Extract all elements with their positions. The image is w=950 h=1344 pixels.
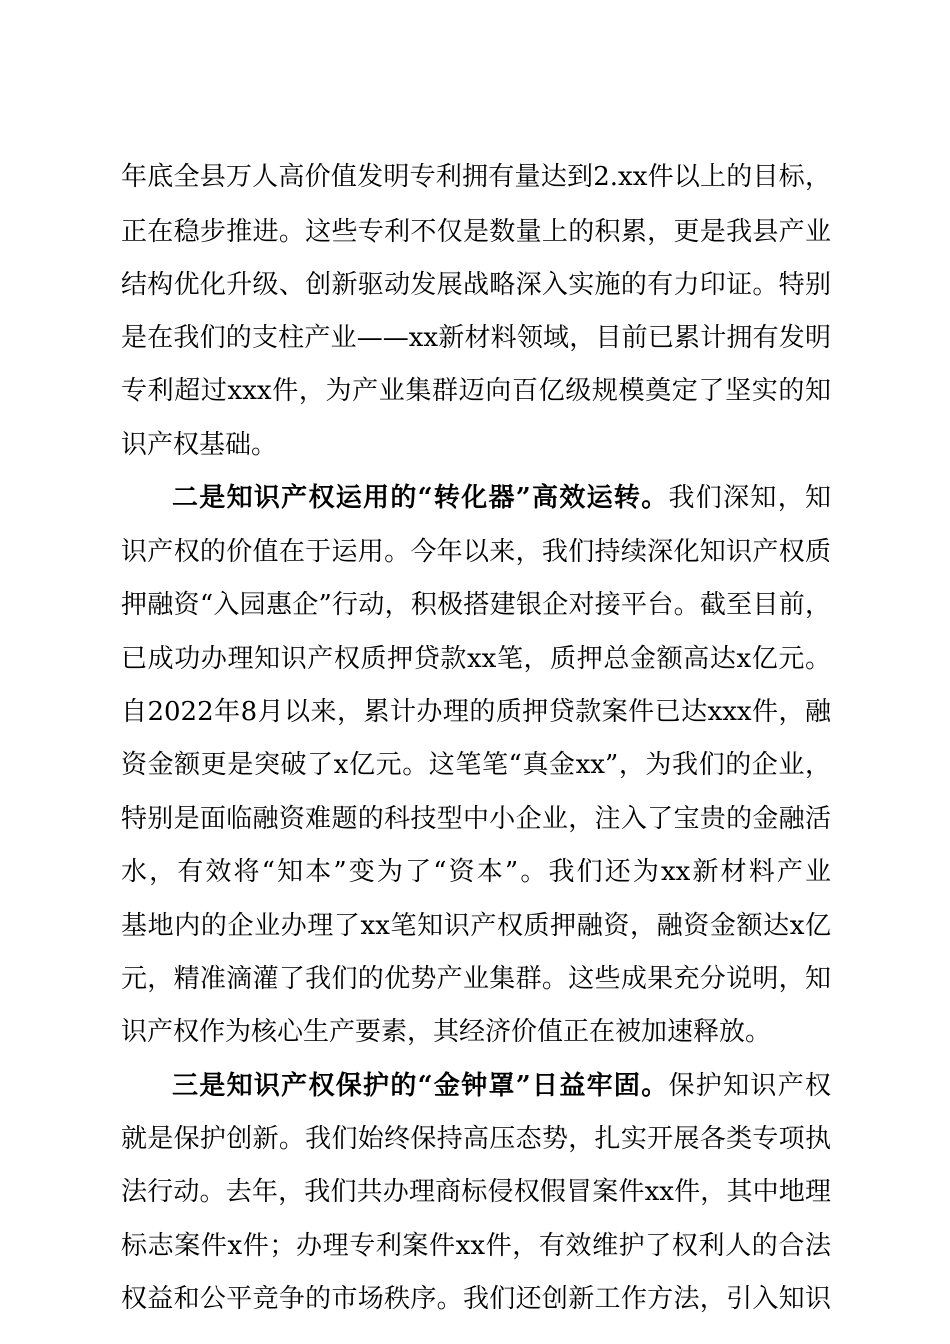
paragraph-3-line-4: 标志案件x件；办理专利案件xx件，有效维护了权利人的合法 xyxy=(121,1231,831,1261)
paragraph-2-line-10: 元，精准滴灌了我们的优势产业集群。这些成果充分说明，知 xyxy=(121,964,831,994)
paragraph-2-line-7: 特别是面临融资难题的科技型中小企业，注入了宝贵的金融活 xyxy=(121,804,831,834)
paragraph-2-line-1 xyxy=(172,478,831,518)
paragraph-2-line-2: 识产权的价值在于运用。今年以来，我们持续深化知识产权质 xyxy=(121,537,831,567)
paragraph-2-line-5: 自2022年8月以来，累计办理的质押贷款案件已达xxx件，融 xyxy=(121,697,831,727)
paragraph-3-line-1-rest: 保护知识产权 xyxy=(668,1071,831,1101)
paragraph-2-line-6: 资金额更是突破了x亿元。这笔笔“真金xx”，为我们的企业， xyxy=(121,750,831,780)
paragraph-1-line-5: 专利超过xxx件，为产业集群迈向百亿级规模奠定了坚实的知 xyxy=(121,376,831,406)
paragraph-2-line-3: 押融资“入园惠企”行动，积极搭建银企对接平台。截至目前， xyxy=(121,590,831,620)
paragraph-2-line-11: 识产权作为核心生产要素，其经济价值正在被加速释放。 xyxy=(121,1017,772,1047)
paragraph-2-line-9: 基地内的企业办理了xx笔知识产权质押融资，融资金额达x亿 xyxy=(121,911,831,941)
paragraph-2-line-1-rest: 我们深知，知 xyxy=(668,483,831,513)
paragraph-1-line-4: 是在我们的支柱产业——xx新材料领域，目前已累计拥有发明 xyxy=(121,323,831,353)
paragraph-2-heading: 二是知识产权运用的“转化器”高效运转。 xyxy=(172,483,669,513)
paragraph-1-line-1: 年底全县万人高价值发明专利拥有量达到2.xx件以上的目标， xyxy=(121,162,831,192)
paragraph-1-line-3: 结构优化升级、创新驱动发展战略深入实施的有力印证。特别 xyxy=(121,270,831,300)
paragraph-3-line-1 xyxy=(172,1066,831,1106)
paragraph-3-heading: 三是知识产权保护的“金钟罩”日益牢固。 xyxy=(172,1071,669,1101)
paragraph-3-line-2: 就是保护创新。我们始终保持高压态势，扎实开展各类专项执 xyxy=(121,1124,831,1154)
paragraph-3-line-5: 权益和公平竞争的市场秩序。我们还创新工作方法，引入知识 xyxy=(121,1284,831,1314)
paragraph-3-line-3: 法行动。去年，我们共办理商标侵权假冒案件xx件，其中地理 xyxy=(121,1177,831,1207)
paragraph-2-line-4: 已成功办理知识产权质押贷款xx笔，质押总金额高达x亿元。 xyxy=(121,644,831,674)
paragraph-1-line-6: 识产权基础。 xyxy=(121,430,278,460)
paragraph-2-line-8: 水，有效将“知本”变为了“资本”。我们还为xx新材料产业 xyxy=(121,857,831,887)
paragraph-1-line-2: 正在稳步推进。这些专利不仅是数量上的积累，更是我县产业 xyxy=(121,217,831,247)
